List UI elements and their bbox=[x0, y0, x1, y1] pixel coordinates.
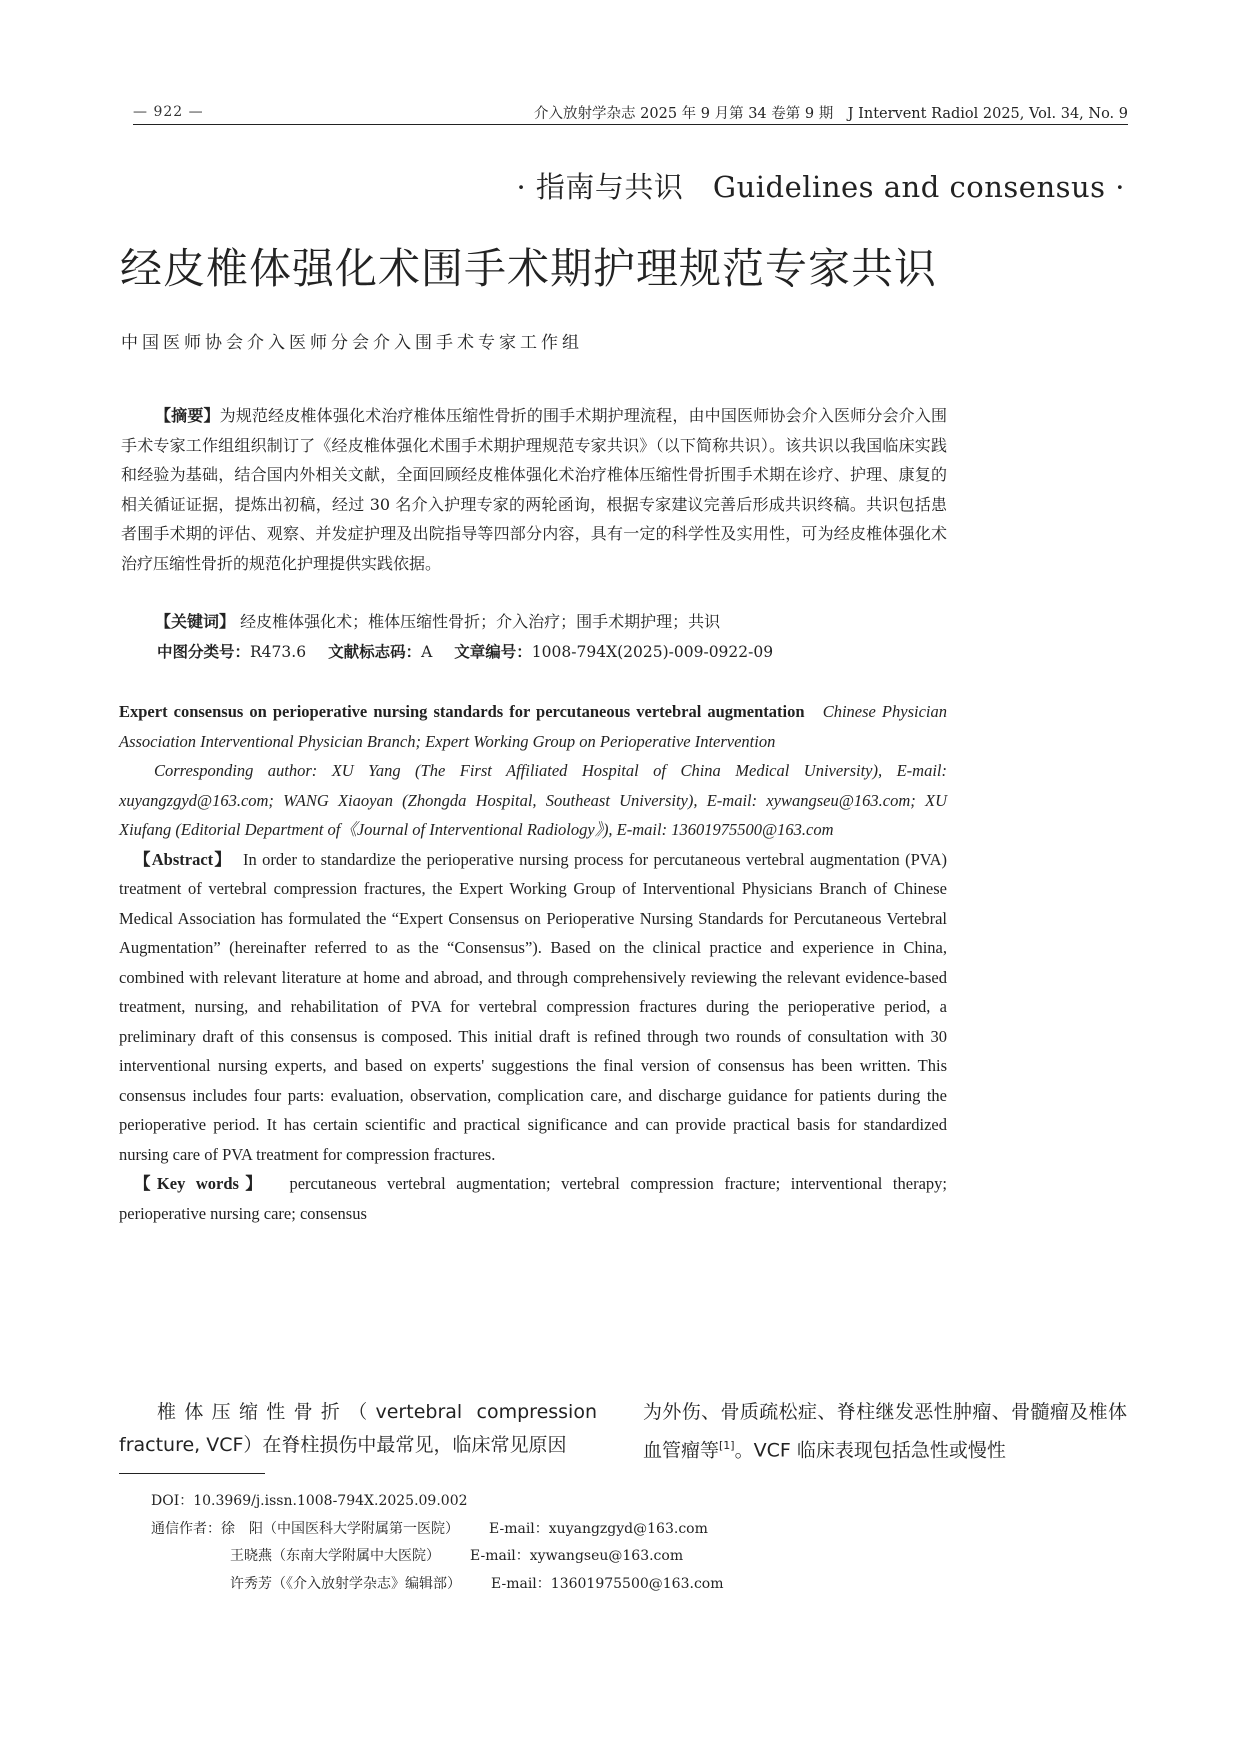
footnotes bbox=[151, 1488, 723, 1598]
page-title: 经皮椎体强化术围手术期护理规范专家共识 bbox=[120, 244, 938, 293]
article-no-label: 文章编号： bbox=[454, 643, 532, 661]
body-right-text-continued: 。VCF 临床表现包括急性或慢性 bbox=[734, 1439, 1006, 1462]
cn-keywords-text: 经皮椎体强化术；椎体压缩性骨折；介入治疗；围手术期护理；共识 bbox=[240, 612, 721, 631]
en-title: Expert consensus on perioperative nursing standards for percutaneous vertebral augmentation bbox=[119, 702, 805, 721]
en-title-line bbox=[119, 697, 947, 756]
cn-abstract-label: 【摘要】 bbox=[155, 406, 220, 425]
corr3-name: 许秀芳（《介入放射学杂志》编辑部） bbox=[230, 1575, 461, 1592]
corr2-name: 王晓燕（东南大学附属中大医院） bbox=[230, 1548, 440, 1564]
footnote-rule bbox=[119, 1473, 265, 1474]
clc-label: 中图分类号： bbox=[157, 643, 251, 661]
section-tag: · 指南与共识 Guidelines and consensus · bbox=[516, 170, 1125, 204]
en-keywords bbox=[119, 1169, 947, 1228]
corr-line-1 bbox=[151, 1516, 723, 1544]
en-keywords-text: percutaneous vertebral augmentation; vertebral compression fracture; interventional therapy; perioperative nursing care; consensus bbox=[119, 1174, 947, 1223]
running-head: 介入放射学杂志 2025 年 9 月第 34 卷第 9 期 J Intervent Radiol 2025, Vol. 34, No. 9 bbox=[534, 106, 1128, 122]
doi-line: DOI：10.3969/j.issn.1008-794X.2025.09.002 bbox=[151, 1493, 468, 1509]
corr1-email: E-mail：xuyangzgyd@163.com bbox=[489, 1520, 708, 1537]
corr-label: 通信作者： bbox=[151, 1520, 221, 1537]
page-number: — 922 — bbox=[133, 104, 204, 120]
corr2-email: E-mail：xywangseu@163.com bbox=[470, 1548, 684, 1564]
cn-keywords-label: 【关键词】 bbox=[155, 612, 236, 631]
cn-keywords bbox=[155, 609, 720, 632]
author-group: 中国医师协会介入医师分会介入围手术专家工作组 bbox=[121, 333, 583, 353]
english-abstract-block bbox=[119, 697, 947, 1228]
corr3-email: E-mail：13601975500@163.com bbox=[491, 1575, 724, 1592]
en-abstract bbox=[119, 845, 947, 1170]
clc-value: R473.6 bbox=[250, 643, 307, 661]
doc-code-label: 文献标志码： bbox=[328, 643, 422, 661]
body-right-column bbox=[643, 1396, 1127, 1467]
cn-abstract bbox=[121, 401, 947, 578]
corr-line-3 bbox=[151, 1571, 723, 1599]
cn-abstract-text: 为规范经皮椎体强化术治疗椎体压缩性骨折的围手术期护理流程，由中国医师协会介入医师分会介入围手术专家工作组组织制订了《经皮椎体强化术围手术期护理规范专家共识》（以下简称共识）。该共识以我国临床实践和经验为基础，结合国内外相关文献，全面回顾经皮椎体强化术治疗椎体压缩性骨折围手术期在诊疗、护理、康复的相关循证证据，提炼出初稿，经过 30 名介入护理专家的两轮函询，根据专家建议完善后形成共识终稿。共识包括患者围手术期的评估、观察、并发症护理及出院指导等四部分内容，具有一定的科学性及实用性，可为经皮椎体强化术治疗压缩性骨折的规范化护理提供实践依据。 bbox=[121, 406, 947, 573]
corr-line-2 bbox=[151, 1543, 723, 1571]
body-right-text: 为外伤、骨质疏松症、脊柱继发恶性肿瘤、骨髓瘤及椎体血管瘤等 bbox=[643, 1401, 1127, 1462]
article-no-value: 1008-794X(2025)-009-0922-09 bbox=[531, 643, 774, 661]
body-left-column: 椎体压缩性骨折（vertebral compression fracture, VCF）在脊柱损伤中最常见，临床常见原因 bbox=[119, 1401, 597, 1456]
en-corresponding: Corresponding author: XU Yang (The First Affiliated Hospital of China Medical University), E-mail: xuyangzgyd@163.com; WANG Xiaoyan (Zhongda Hospital, Southeast University), E-mail: xywangseu@163.com; XU Xiufang (Editorial Department of《Journal of Interventional Radiology》), E-mail: 13601975500@163.com bbox=[119, 761, 947, 839]
corr1-name: 徐 阳（中国医科大学附属第一医院） bbox=[221, 1520, 459, 1537]
cn-classification bbox=[157, 640, 773, 662]
en-abstract-label: 【Abstract】 bbox=[134, 849, 233, 869]
en-abstract-text: In order to standardize the perioperative nursing process for percutaneous vertebral augmentation (PVA) treatment of vertebral compression fractures, the Expert Working Group of Interventional Physicians Branch of Chinese Medical Association has formulated the “Expert Consensus on Perioperative Nursing Standards for Percutaneous Vertebral Augmentation” (hereinafter referred to as the “Consensus”). Based on the clinical practice and experience in China, combined with relevant literature at home and abroad, and through comprehensively reviewing the relevant evidence-based treatment, nursing, and rehabilitation of PVA for vertebral compression fractures during the perioperative period, a preliminary draft of this consensus is composed. This initial draft is refined through two rounds of consultation with 30 interventional nursing experts, and based on experts' suggestions the final version of consensus has been written. This consensus includes four parts: evaluation, observation, complication care, and discharge guidance for patients during the perioperative period. It has certain scientific and practical significance and can provide practical basis for standardized nursing care of PVA treatment for compression fractures. bbox=[119, 849, 947, 1164]
header-rule bbox=[133, 124, 1128, 125]
en-keywords-label: 【Key words】 bbox=[134, 1174, 269, 1193]
reference-marker[interactable]: [1] bbox=[719, 1439, 735, 1452]
en-authors: Chinese Physician Association Interventional Physician Branch; Expert Working Group on Perioperative Intervention bbox=[119, 702, 948, 751]
doc-code-value: A bbox=[421, 643, 433, 661]
